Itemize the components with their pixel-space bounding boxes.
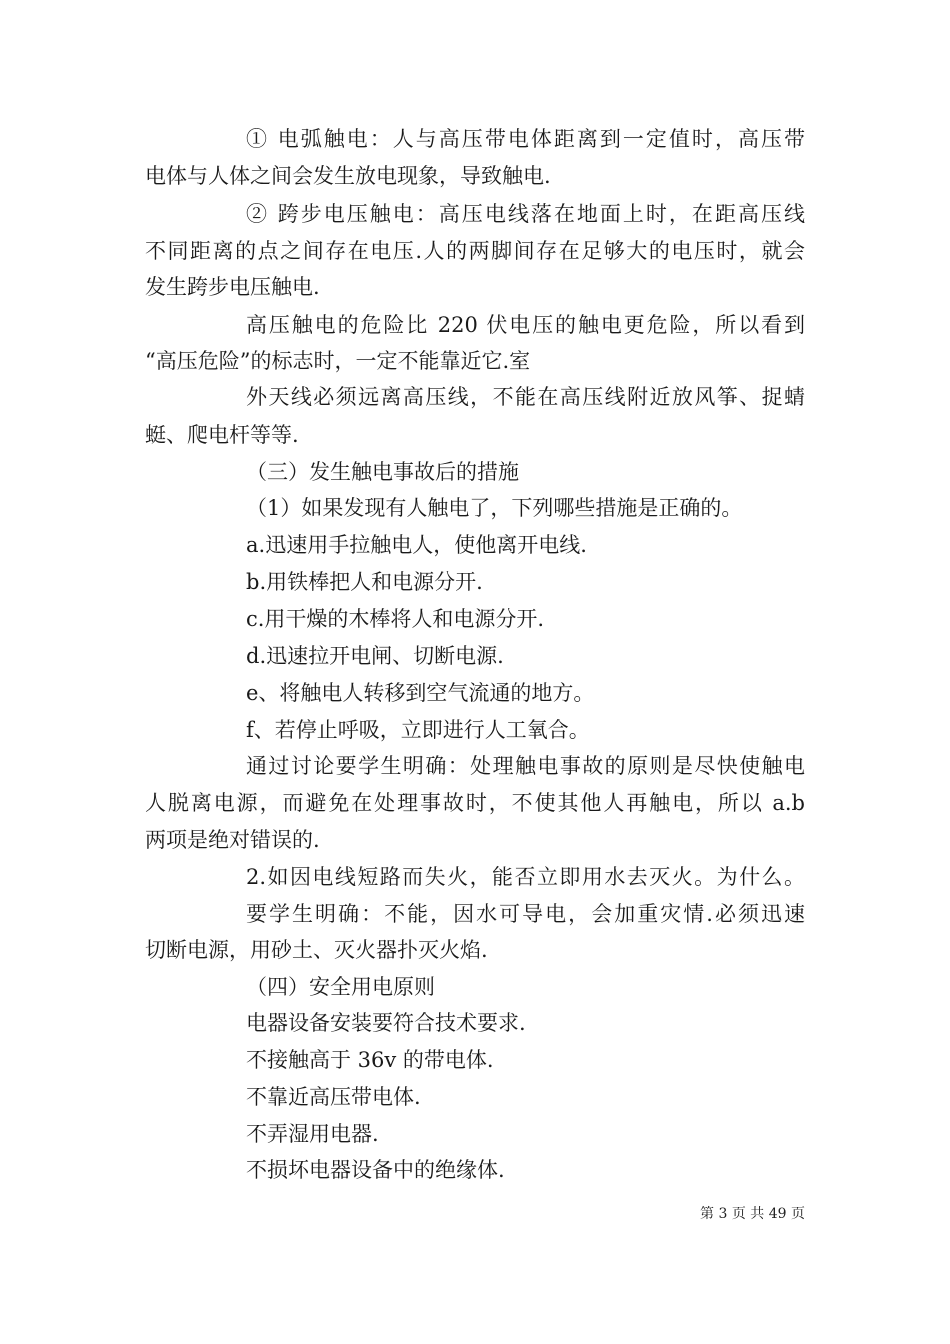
option-line: c.用干燥的木棒将人和电源分开.	[246, 607, 545, 631]
section-heading: （三）发生触电事故后的措施	[246, 460, 519, 484]
paragraph-line: 不同距离的点之间存在电压.人的两脚间存在足够大的电压时，就会	[145, 239, 805, 263]
paragraph-line: 要学生明确：不能，因水可导电，会加重灾情.必须迅速	[246, 902, 805, 926]
paragraph-line: 发生跨步电压触电.	[145, 275, 320, 299]
paragraph-line: 通过讨论要学生明确：处理触电事故的原则是尽快使触电	[246, 754, 805, 778]
paragraph-line: “高压危险”的标志时，一定不能靠近它.室	[145, 349, 531, 373]
paragraph-line: ② 跨步电压触电：高压电线落在地面上时，在距高压线	[246, 202, 805, 226]
paragraph-line: 外天线必须远离高压线，不能在高压线附近放风筝、捉蜻	[246, 385, 805, 409]
page-number: 第 3 页 共 49 页	[700, 1206, 805, 1222]
option-line: b.用铁棒把人和电源分开.	[246, 570, 483, 594]
paragraph-line: 切断电源，用砂土、灭火器扑灭火焰.	[145, 938, 488, 962]
rule-line: 不弄湿用电器.	[246, 1122, 379, 1146]
option-line: f、若停止呼吸，立即进行人工氧合。	[246, 718, 590, 742]
rule-line: 电器设备安装要符合技术要求.	[246, 1011, 526, 1035]
paragraph-line: ① 电弧触电：人与高压带电体距离到一定值时，高压带	[246, 127, 805, 151]
paragraph-line: 人脱离电源，而避免在处理事故时，不使其他人再触电，所以 a.b	[145, 791, 805, 815]
option-line: e、将触电人转移到空气流通的地方。	[246, 681, 595, 705]
paragraph-line: 2.如因电线短路而失火，能否立即用水去灭火。为什么。	[246, 865, 805, 889]
option-line: a.迅速用手拉触电人，使他离开电线.	[246, 533, 587, 557]
option-line: d.迅速拉开电闸、切断电源.	[246, 644, 504, 668]
rule-line: 不接触高于 36v 的带电体.	[246, 1048, 494, 1072]
rule-line: 不靠近高压带电体.	[246, 1085, 421, 1109]
paragraph-line: 蜓、爬电杆等等.	[145, 423, 299, 447]
paragraph-line: 电体与人体之间会发生放电现象，导致触电.	[145, 164, 551, 188]
rule-line: 不损坏电器设备中的绝缘体.	[246, 1158, 505, 1182]
section-heading: （四）安全用电原则	[246, 975, 435, 999]
question-line: （1）如果发现有人触电了，下列哪些措施是正确的。	[246, 496, 743, 520]
paragraph-line: 两项是绝对错误的.	[145, 828, 320, 852]
paragraph-line: 高压触电的危险比 220 伏电压的触电更危险，所以看到	[246, 313, 805, 337]
